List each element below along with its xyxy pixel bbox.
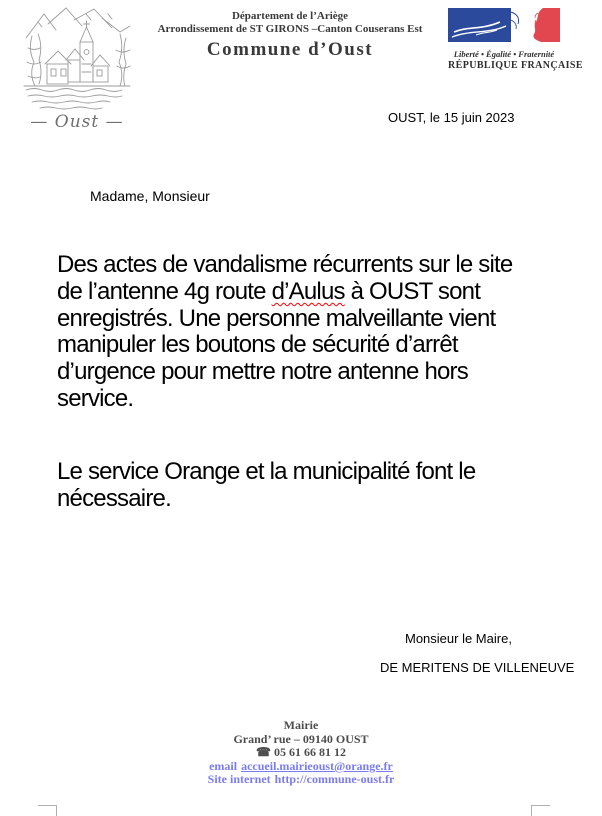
salutation: Madame, Monsieur [90, 188, 210, 204]
footer-mairie: Mairie [283, 718, 319, 732]
text-boundary-mark-right [531, 805, 550, 816]
text-boundary-mark-left [38, 805, 57, 816]
footer-email-line [0, 760, 602, 774]
commune-seal [16, 4, 138, 136]
body-paragraph-2 [57, 459, 475, 513]
letterhead-center [140, 10, 440, 61]
marianne-flag-icon [448, 8, 560, 42]
website-link[interactable]: http://commune-oust.fr [274, 772, 395, 786]
rf-motto: Liberté • Égalité • Fraternité [453, 49, 555, 59]
body-paragraph-1 [57, 252, 512, 413]
email-label: email [209, 758, 238, 773]
email-link[interactable]: accueil.mairieoust@orange.fr [241, 758, 393, 773]
signature-name: DE MERITENS DE VILLENEUVE [380, 660, 575, 675]
phone-number: 05 61 66 81 12 [273, 745, 346, 759]
footer-site-line [0, 773, 602, 787]
misspelled-word: d’Aulus [271, 277, 345, 305]
site-label: Site internet [207, 772, 271, 786]
footer-address: Grand’ rue – 09140 OUST [233, 731, 369, 746]
departement-line: Département de l’Ariège [231, 10, 349, 22]
body-line: d’urgence pour mettre notre antenne hors [57, 358, 468, 386]
body-line: nécessaire. [57, 484, 171, 512]
body-line: Le service Orange et la municipalité font le [57, 458, 476, 485]
seal-caption: — Oust — [30, 112, 124, 132]
body-line: enregistrés. Une personne malveillante vient [57, 304, 496, 332]
body-line: service. [57, 384, 134, 412]
village-sketch-icon [18, 4, 136, 112]
footer-phone-line [0, 746, 602, 760]
signature-title: Monsieur le Maire, [405, 631, 512, 646]
commune-title: Commune d’Oust [206, 39, 374, 60]
arrondissement-line: Arrondissement de ST GIRONS –Canton Couserans Est [157, 23, 423, 35]
body-line: manipuler les boutons de sécurité d’arrêt [57, 331, 458, 359]
body-text: à OUST sont [344, 277, 481, 305]
body-text: de l’antenne 4g route [57, 277, 272, 305]
phone-icon: ☎ [256, 745, 271, 759]
body-line [57, 279, 512, 306]
footer-block [0, 719, 602, 787]
rf-name: RÉPUBLIQUE FRANÇAISE [448, 60, 583, 71]
date-line: OUST, le 15 juin 2023 [388, 110, 515, 125]
body-line: Des actes de vandalisme récurrents sur le site [57, 251, 513, 278]
republique-francaise-logo [448, 8, 583, 71]
